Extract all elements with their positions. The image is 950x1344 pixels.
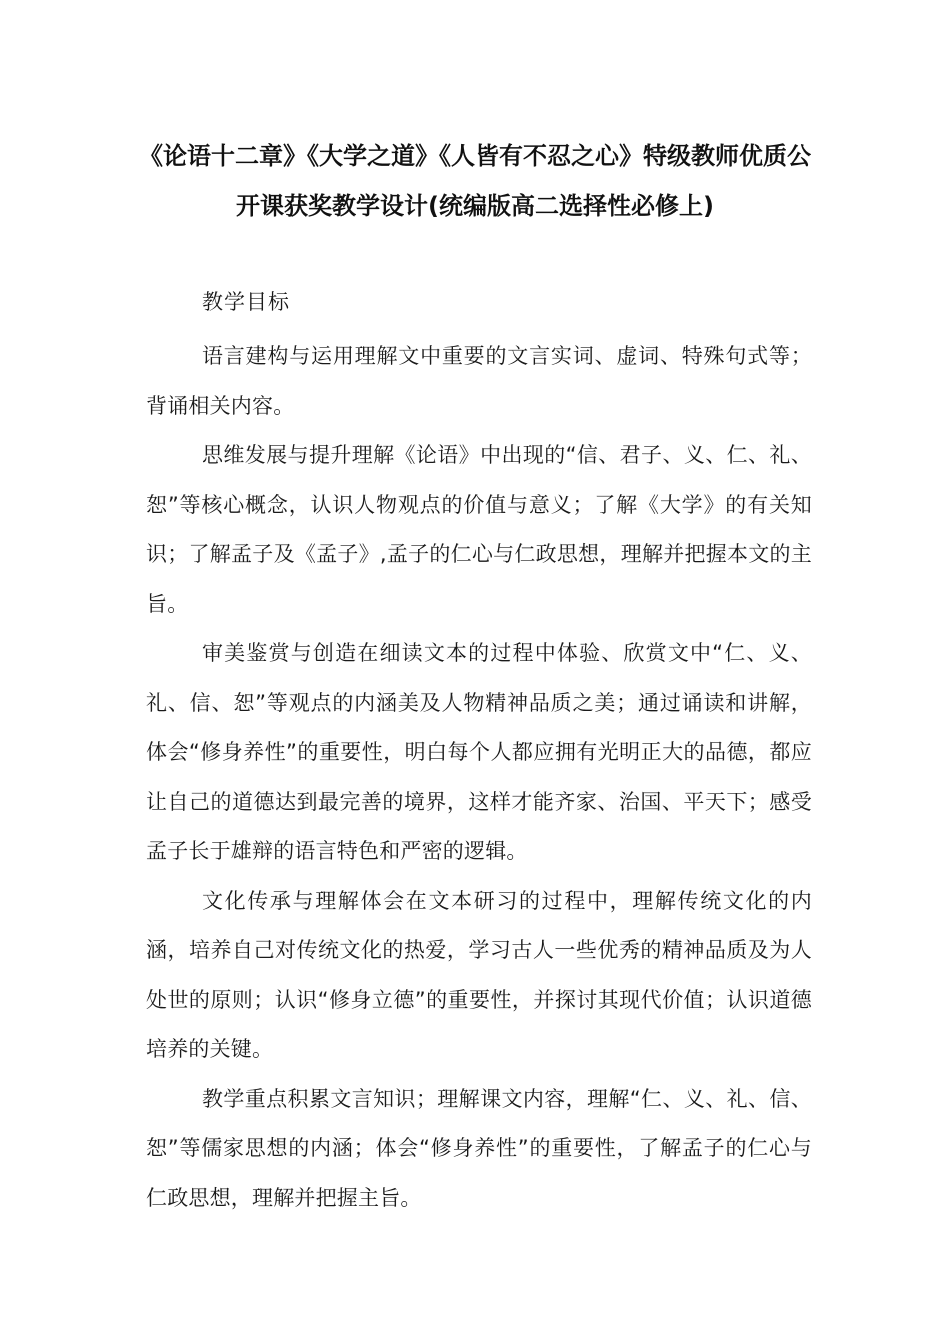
document-body	[146, 332, 812, 1223]
document-title-line-2: 开课获奖教学设计(统编版高二选择性必修上)	[236, 192, 714, 220]
section-heading: 教学目标	[202, 290, 290, 314]
paragraph-culture: 文化传承与理解体会在文本研习的过程中，理解传统文化的内涵，培养自己对传统文化的热爱，学习古人一些优秀的精神品质及为人处世的原则；认识“修身立德”的重要性，并探讨其现代价值；认识道德培养的关键。	[146, 888, 812, 1061]
paragraph-thinking: 思维发展与提升理解《论语》中出现的“信、君子、义、仁、礼、恕”等核心概念，认识人物观点的价值与意义；了解《大学》的有关知识；了解孟子及《孟子》,孟子的仁心与仁政思想，理解并把握本文的主旨。	[146, 443, 812, 616]
paragraph-language: 语言建构与运用理解文中重要的文言实词、虚词、特殊句式等；背诵相关内容。	[146, 344, 812, 418]
document-title-line-1: 《论语十二章》《大学之道》《人皆有不忍之心》特级教师优质公	[139, 142, 811, 170]
paragraph-aesthetics: 审美鉴赏与创造在细读文本的过程中体验、欣赏文中“仁、义、礼、信、恕”等观点的内涵美及人物精神品质之美；通过诵读和讲解，体会“修身养性”的重要性，明白每个人都应拥有光明正大的品德，都应让自己的道德达到最完善的境界，这样才能齐家、治国、平天下；感受孟子长于雄辩的语言特色和严密的逻辑。	[146, 641, 812, 863]
paragraph-key-points: 教学重点积累文言知识；理解课文内容，理解“仁、义、礼、信、恕”等儒家思想的内涵；体会“修身养性”的重要性，了解孟子的仁心与仁政思想，理解并把握主旨。	[146, 1086, 812, 1210]
